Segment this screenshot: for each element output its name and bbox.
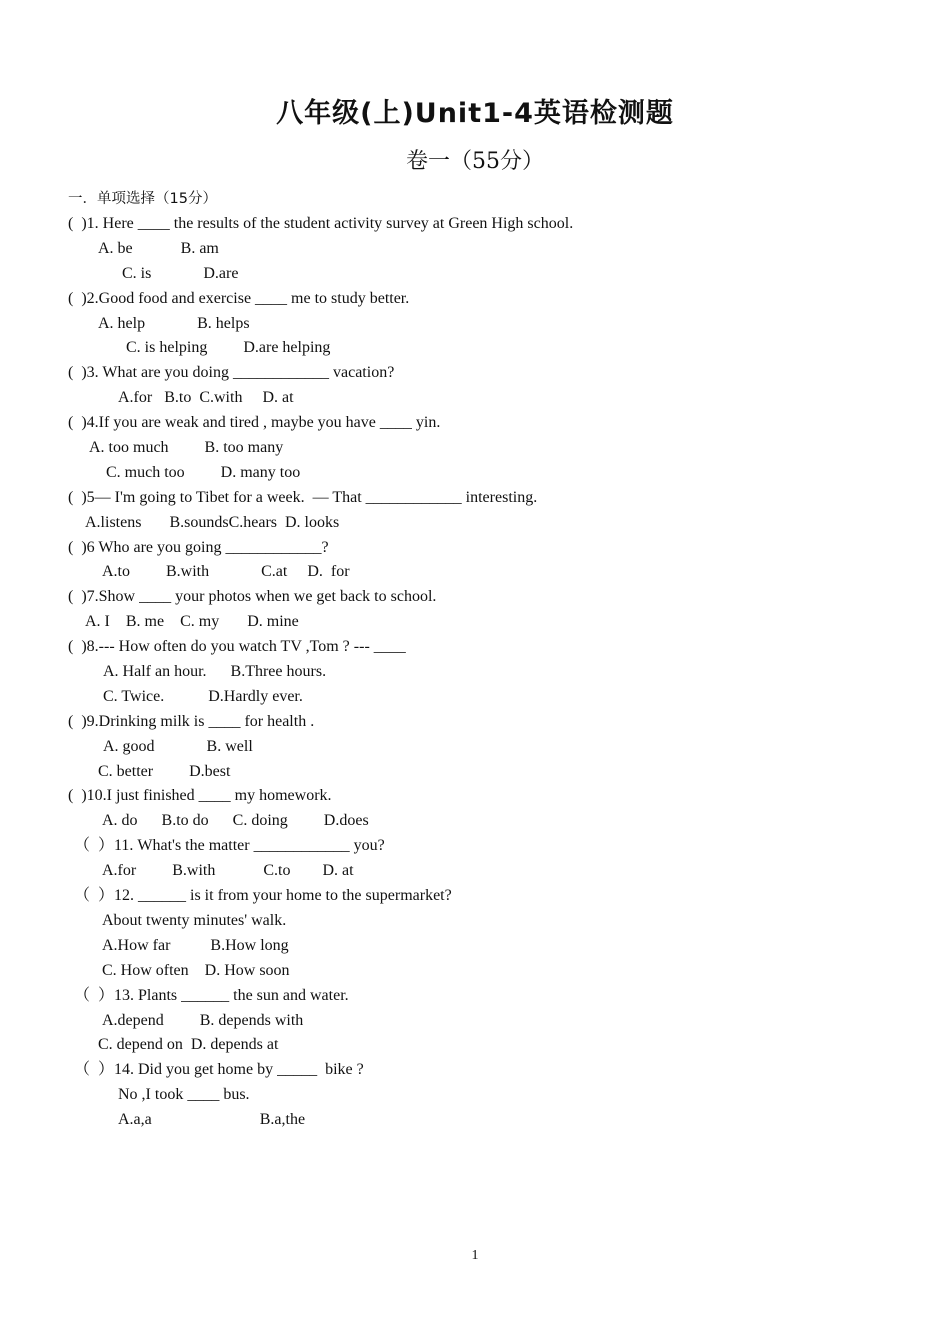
answer-options-line: A.listens B.soundsC.hears D. looks bbox=[85, 513, 340, 531]
answer-options-line: C. is helping D.are helping bbox=[126, 339, 331, 357]
answer-options-line: C. depend on D. depends at bbox=[98, 1036, 279, 1054]
answer-options-line: A.depend B. depends with bbox=[102, 1011, 304, 1029]
question-line: （ ）11. What's the matter ____________ you? bbox=[74, 837, 385, 855]
question-line: ( )9.Drinking milk is ____ for health . bbox=[68, 712, 315, 730]
answer-options-line: No ,I took ____ bus. bbox=[118, 1086, 250, 1104]
question-line: （ ）12. ______ is it from your home to the supermarket? bbox=[74, 887, 452, 905]
question-line: ( )6 Who are you going ____________? bbox=[68, 538, 329, 556]
answer-options-line: C. much too D. many too bbox=[106, 463, 301, 481]
question-line: ( )4.If you are weak and tired , maybe you have ____ yin. bbox=[68, 414, 441, 432]
answer-options-line: A. I B. me C. my D. mine bbox=[85, 613, 299, 631]
question-list bbox=[68, 212, 888, 1133]
answer-options-line: C. Twice. D.Hardly ever. bbox=[103, 687, 303, 705]
document-title: 八年级(上)Unit1-4英语检测题 bbox=[276, 98, 674, 129]
answer-options-line: A.for B.to C.with D. at bbox=[118, 389, 294, 407]
answer-options-line: A.to B.with C.at D. for bbox=[102, 563, 350, 581]
answer-options-line: About twenty minutes' walk. bbox=[102, 911, 287, 929]
answer-options-line: C. is D.are bbox=[122, 264, 239, 282]
answer-options-line: A.for B.with C.to D. at bbox=[102, 862, 354, 880]
question-line: ( )5— I'm going to Tibet for a week. — That ____________ interesting. bbox=[68, 488, 538, 506]
answer-options-line: A.a,a B.a,the bbox=[118, 1111, 306, 1129]
question-line: （ ）14. Did you get home by _____ bike ? bbox=[74, 1061, 364, 1079]
answer-options-line: C. How often D. How soon bbox=[102, 961, 290, 979]
answer-options-line: C. better D.best bbox=[98, 762, 231, 780]
question-line: ( )2.Good food and exercise ____ me to study better. bbox=[68, 289, 410, 307]
question-line: ( )10.I just finished ____ my homework. bbox=[68, 787, 332, 805]
answer-options-line: A. good B. well bbox=[103, 737, 253, 755]
answer-options-line: A.How far B.How long bbox=[102, 936, 289, 954]
question-line: （ ）13. Plants ______ the sun and water. bbox=[74, 986, 349, 1004]
answer-options-line: A. Half an hour. B.Three hours. bbox=[103, 663, 327, 681]
answer-options-line: A. do B.to do C. doing D.does bbox=[102, 812, 369, 830]
document-subtitle: 卷一（55分） bbox=[406, 149, 544, 174]
section-heading: 一．单项选择（15分） bbox=[68, 191, 217, 207]
page-number: 1 bbox=[471, 1248, 479, 1263]
answer-options-line: A. be B. am bbox=[98, 239, 219, 257]
answer-options-line: A. too much B. too many bbox=[89, 439, 284, 457]
question-line: ( )8.--- How often do you watch TV ,Tom ? --- ____ bbox=[68, 638, 406, 656]
question-line: ( )3. What are you doing ____________ vacation? bbox=[68, 364, 395, 382]
question-line: ( )7.Show ____ your photos when we get back to school. bbox=[68, 588, 437, 606]
question-line: ( )1. Here ____ the results of the student activity survey at Green High school. bbox=[68, 215, 574, 232]
answer-options-line: A. help B. helps bbox=[98, 314, 250, 332]
